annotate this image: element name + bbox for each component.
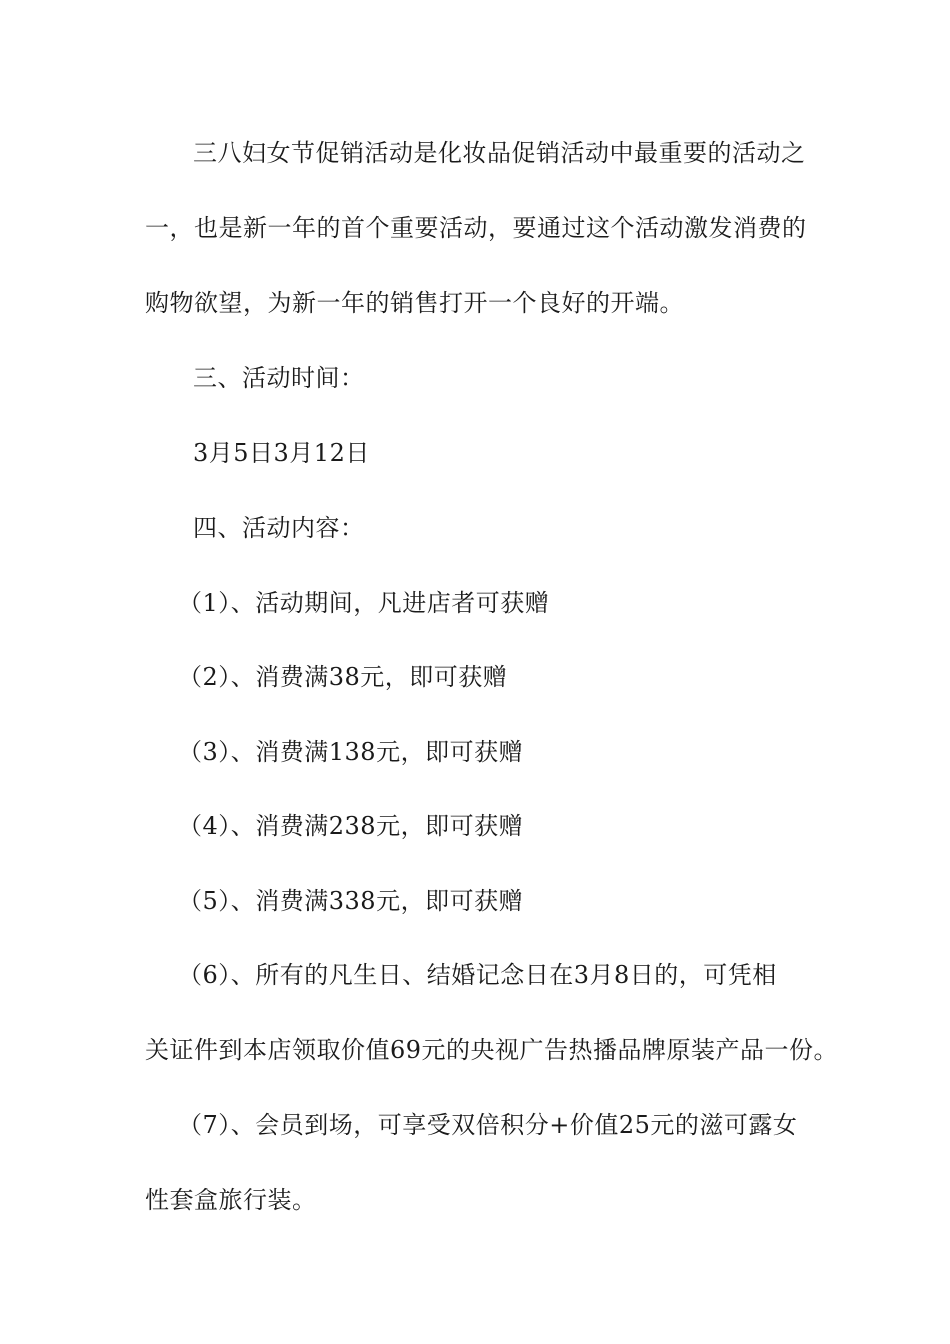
list-item-7-line-1: （7）、会员到场，可享受双倍积分+价值25元的滋可露女 bbox=[178, 1111, 798, 1139]
list-item-3: （3）、消费满138元，即可获赠 bbox=[178, 738, 524, 766]
list-item-1: （1）、活动期间，凡进店者可获赠 bbox=[178, 589, 550, 617]
paragraph-intro-line-1: 三八妇女节促销活动是化妆品促销活动中最重要的活动之 bbox=[193, 139, 806, 167]
activity-dates: 3月5日3月12日 bbox=[193, 439, 370, 467]
list-item-5: （5）、消费满338元，即可获赠 bbox=[178, 887, 524, 915]
section-heading-content: 四、活动内容： bbox=[193, 514, 365, 542]
list-item-6-line-1: （6）、所有的凡生日、结婚记念日在3月8日的，可凭相 bbox=[178, 961, 777, 989]
section-heading-time: 三、活动时间： bbox=[193, 364, 365, 392]
list-item-2: （2）、消费满38元，即可获赠 bbox=[178, 663, 508, 691]
paragraph-intro-line-3: 购物欲望，为新一年的销售打开一个良好的开端。 bbox=[145, 289, 684, 317]
paragraph-intro-line-2: 一，也是新一年的首个重要活动，要通过这个活动激发消费的 bbox=[145, 214, 807, 242]
list-item-4: （4）、消费满238元，即可获赠 bbox=[178, 812, 524, 840]
list-item-6-line-2: 关证件到本店领取价值69元的央视广告热播品牌原装产品一份。 bbox=[145, 1036, 839, 1064]
list-item-7-line-2: 性套盒旅行装。 bbox=[145, 1186, 317, 1214]
